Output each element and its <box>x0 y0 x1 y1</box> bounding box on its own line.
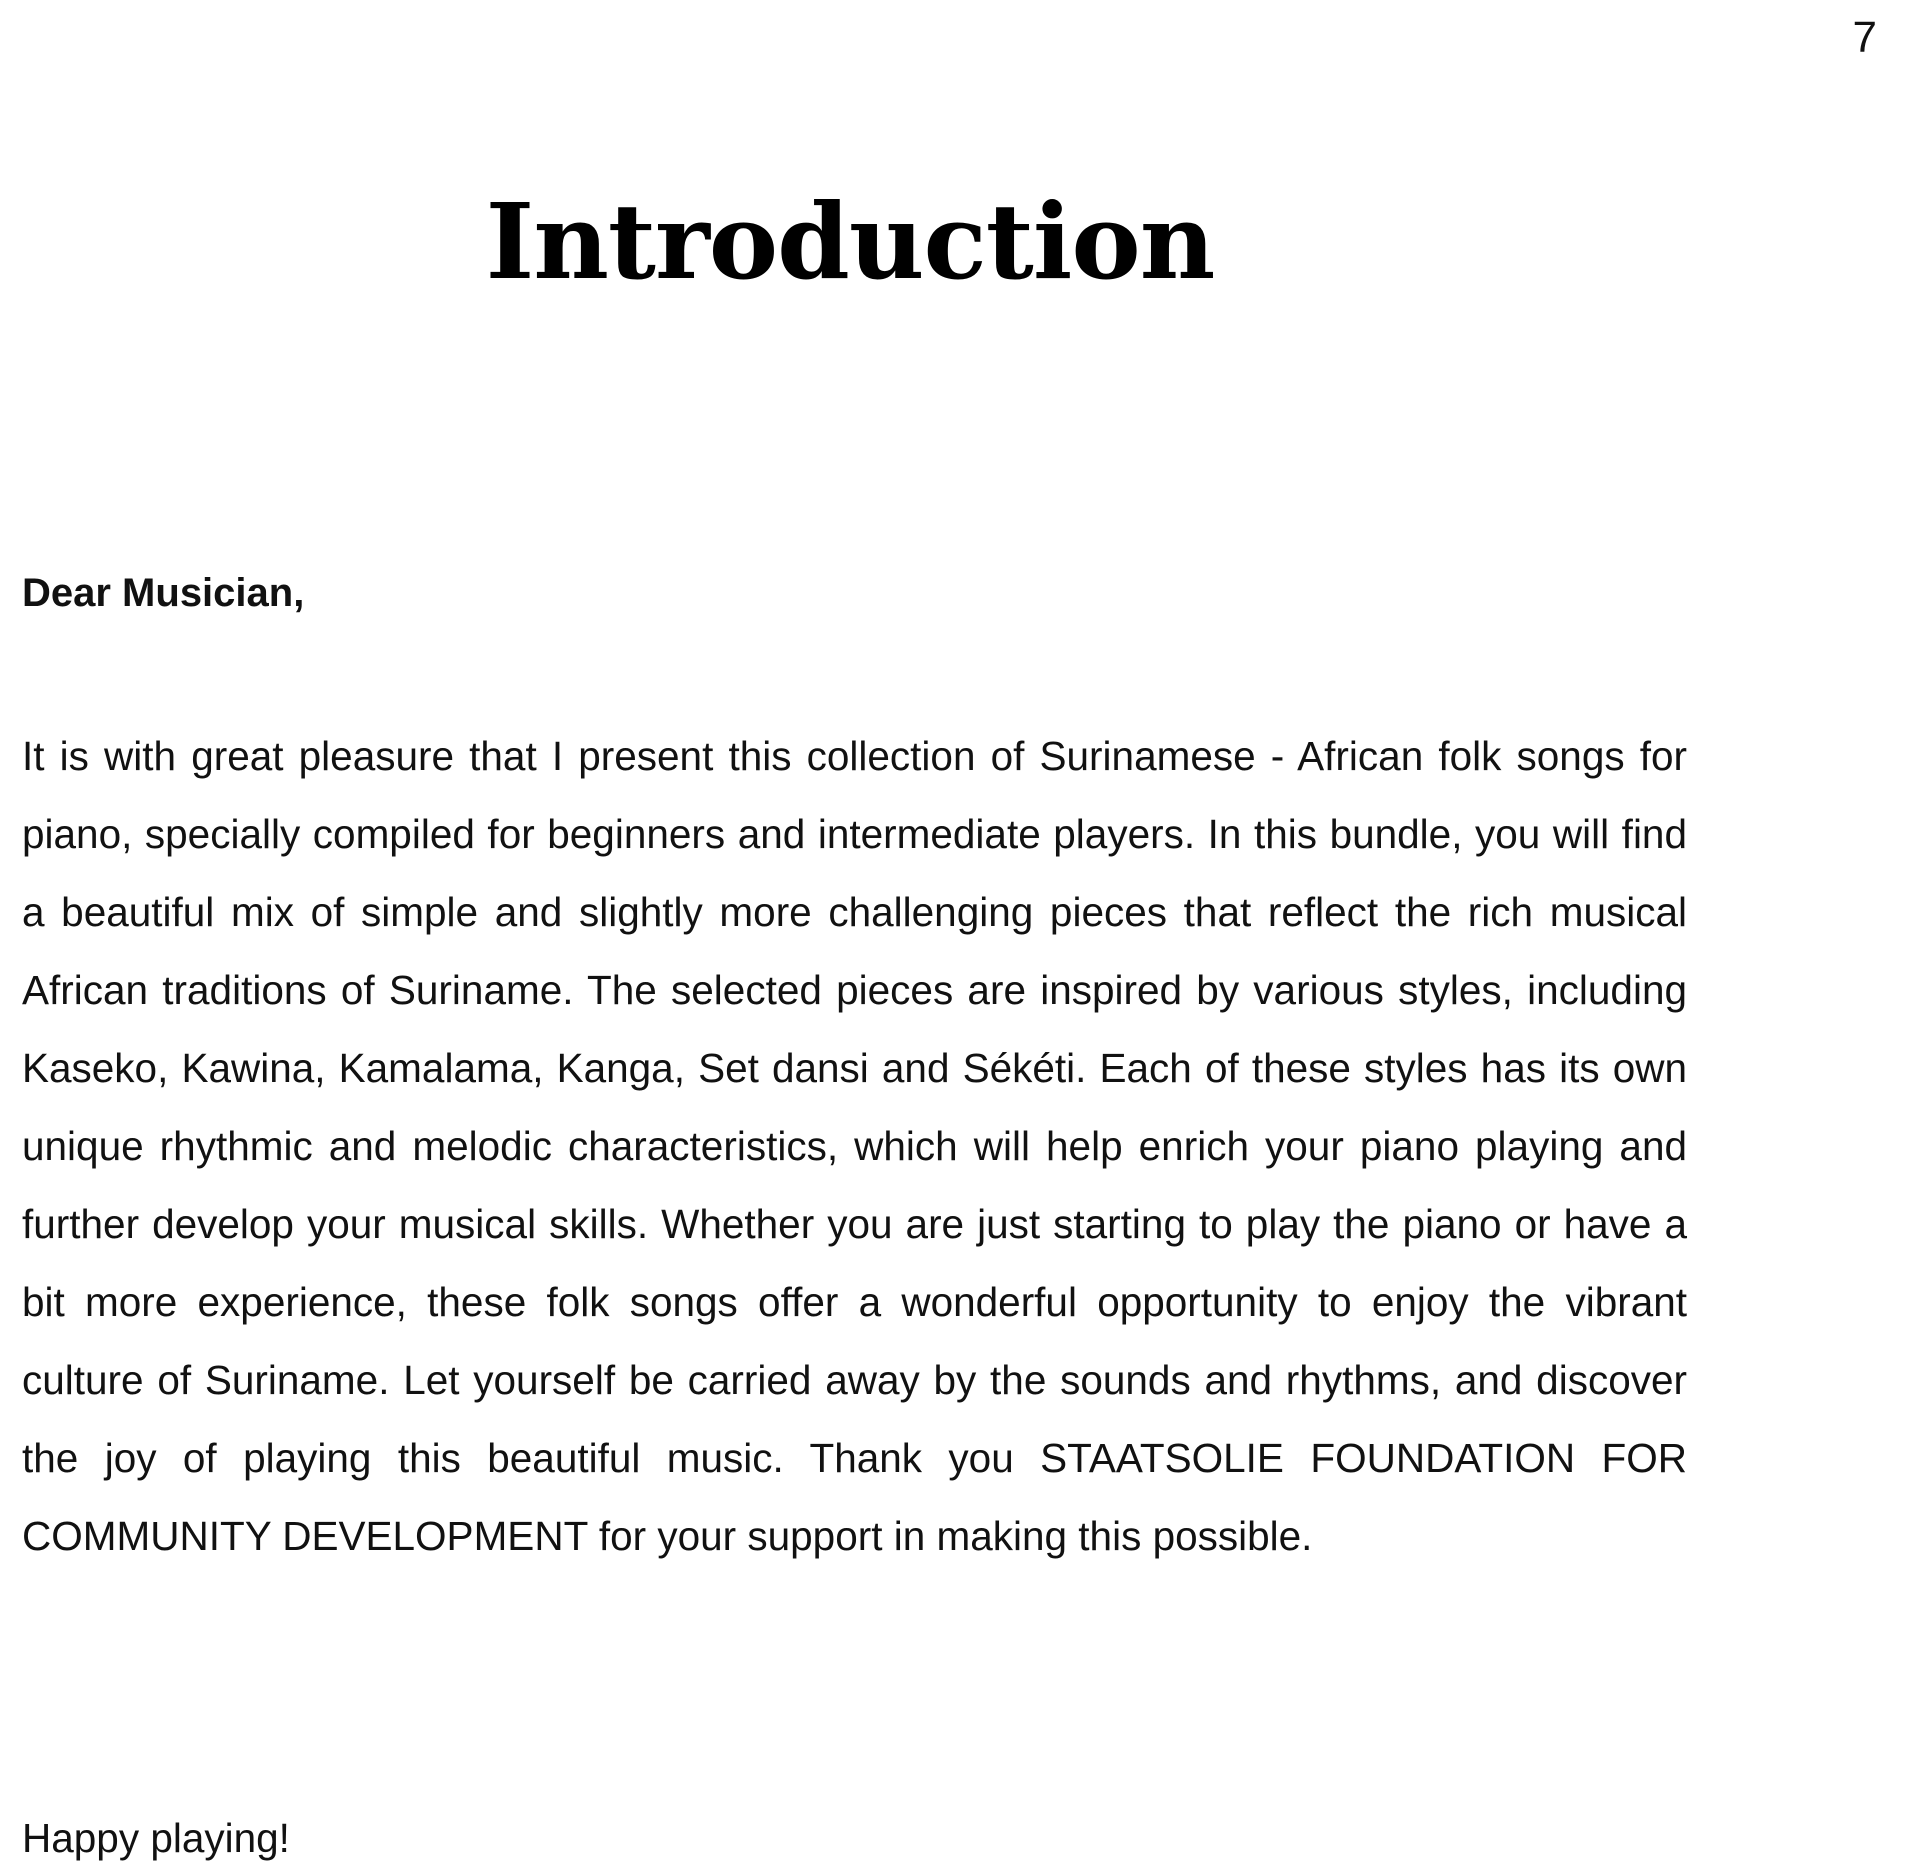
page-number: 7 <box>1852 13 1877 62</box>
closing-line: Happy playing! <box>22 1815 290 1861</box>
page-title: Introduction <box>485 180 1215 303</box>
body-paragraph: It is with great pleasure that I present this collection of Surinamese - African folk songs for piano, specially compiled for beginners and intermediate players. In this bundle, you will find a beautiful mix of simple and slightly more challenging pieces that reflect the rich musical African traditions of Suriname. The selected pieces are inspired by various styles, including Kaseko, Kawina, Kamalama, Kanga, Set dansi and Sékéti. Each of these styles has its own unique rhythmic and melodic characteristics, which will help enrich your piano playing and further develop your musical skills. Whether you are just starting to play the piano or have a bit more experience, these folk songs offer a wonderful opportunity to enjoy the vibrant culture of Suriname. Let yourself be carried away by the sounds and rhythms, and discover the joy of playing this beautiful music. Thank you STAATSOLIE FOUNDATION FOR COMMUNITY DEVELOPMENT for your support in making this possible. <box>22 733 1687 1559</box>
salutation: Dear Musician, <box>22 571 305 615</box>
